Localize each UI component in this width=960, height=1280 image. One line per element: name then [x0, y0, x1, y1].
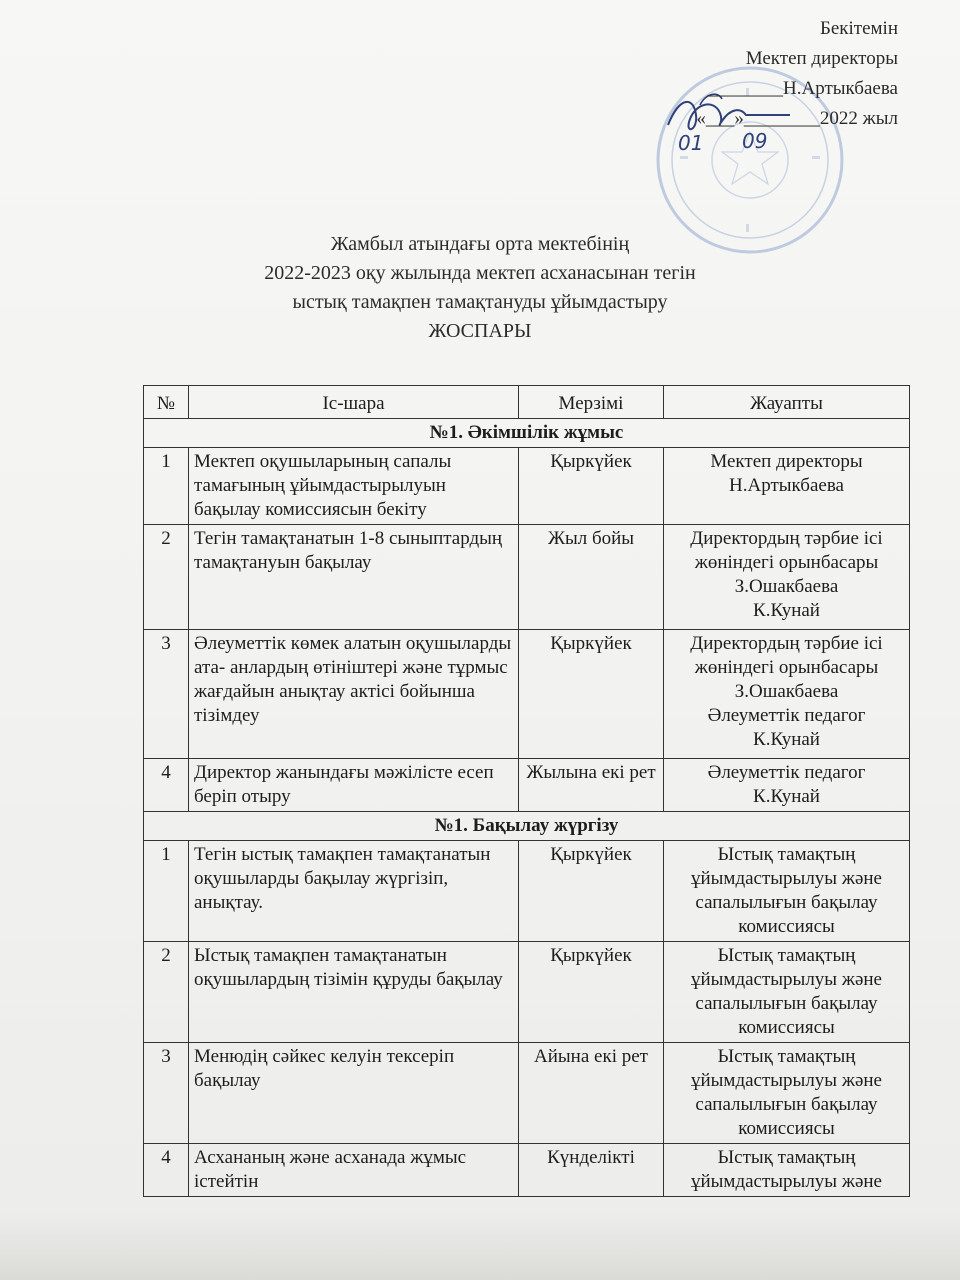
table-row [144, 1144, 910, 1197]
row-term: Қыркүйек [519, 942, 664, 1043]
table-header-row [144, 386, 910, 419]
table-row [144, 759, 910, 812]
row-num: 2 [144, 942, 189, 1043]
row-term: Қыркүйек [519, 630, 664, 759]
title-plan: ЖОСПАРЫ [428, 320, 532, 342]
title-year: 2022-2023 оқу жылында мектеп асханасынан тегін [264, 262, 696, 284]
row-activity: Менюдің сәйкес келуін тексеріп бақылау [189, 1043, 519, 1144]
row-responsible: Ыстық тамақтың ұйымдастырылуы және сапалылығын бақылау комиссиясы [664, 942, 910, 1043]
row-activity: Тегін ыстық тамақпен тамақтанатын оқушыларды бақылау жүргізіп, анықтау. [189, 841, 519, 942]
title-subject: ыстық тамақпен тамақтануды ұйымдастыру [292, 291, 668, 313]
approval-position: Мектеп директоры [745, 48, 898, 69]
row-num: 3 [144, 1043, 189, 1144]
header-activity: Іс-шара [189, 386, 519, 419]
document-title [0, 230, 960, 346]
title-school: Жамбыл атындағы орта мектебінің [330, 233, 630, 255]
row-responsible: Ыстық тамақтың ұйымдастырылуы және [664, 1144, 910, 1197]
responsible-line: Директордың тәрбие ісі жөніндегі орынбасары [690, 528, 883, 573]
handwritten-month: 09 [742, 129, 768, 153]
row-term: Күнделікті [519, 1144, 664, 1197]
row-activity: Директор жанындағы мәжілісте есеп беріп отыру [189, 759, 519, 812]
responsible-line: К.Кунай [753, 786, 820, 807]
row-activity: Тегін тамақтанатын 1-8 сыныптардың тамақтануын бақылау [189, 525, 519, 630]
row-activity: Ыстық тамақпен тамақтанатын оқушылардың тізімін құруды бақылау [189, 942, 519, 1043]
row-term: Қыркүйек [519, 841, 664, 942]
responsible-line: З.Ошакбаева [734, 576, 839, 597]
row-responsible [664, 759, 910, 812]
responsible-line: Мектеп директоры [710, 451, 863, 472]
row-activity: Асхананың және асханада жұмыс істейтін [189, 1144, 519, 1197]
table-row [144, 1043, 910, 1144]
responsible-line: З.Ошакбаева [734, 681, 839, 702]
row-num: 3 [144, 630, 189, 759]
responsible-line: Директордың тәрбие ісі жөніндегі орынбасары [690, 633, 883, 678]
table-row [144, 448, 910, 525]
page-shadow [0, 1215, 960, 1280]
table-row [144, 630, 910, 759]
header-term: Мерзімі [519, 386, 664, 419]
row-num: 4 [144, 759, 189, 812]
handwritten-day: 01 [678, 131, 704, 155]
row-term: Жыл бойы [519, 525, 664, 630]
responsible-line: Н.Артыкбаева [729, 475, 844, 496]
row-responsible [664, 630, 910, 759]
responsible-line: Әлеуметтік педагог [707, 762, 866, 783]
row-responsible: Ыстық тамақтың ұйымдастырылуы және сапалылығын бақылау комиссиясы [664, 841, 910, 942]
row-activity: Әлеуметтік көмек алатын оқушыларды ата- анлардың өтініштері және тұрмыс жағдайын анықтау актісі бойынша тізімдеу [189, 630, 519, 759]
approval-name: ________Н.Артыкбаева [707, 78, 898, 99]
header-responsible: Жауапты [664, 386, 910, 419]
header-num: № [144, 386, 189, 419]
approval-date: «___»________2022 жыл [696, 108, 898, 129]
row-responsible [664, 448, 910, 525]
section-title-control: №1. Бақылау жүргізу [144, 812, 910, 841]
row-term: Қыркүйек [519, 448, 664, 525]
plan-table [143, 385, 910, 1197]
responsible-line: К.Кунай [753, 729, 820, 750]
responsible-line: Әлеуметтік педагог [707, 705, 866, 726]
row-term: Айына екі рет [519, 1043, 664, 1144]
section-title-admin: №1. Әкімшілік жұмыс [144, 419, 910, 448]
row-num: 2 [144, 525, 189, 630]
row-responsible: Ыстық тамақтың ұйымдастырылуы және сапалылығын бақылау комиссиясы [664, 1043, 910, 1144]
approval-heading: Бекітемін [819, 18, 898, 39]
row-num: 1 [144, 841, 189, 942]
responsible-line: К.Кунай [753, 600, 820, 621]
row-num: 1 [144, 448, 189, 525]
section-row [144, 419, 910, 448]
table-row [144, 942, 910, 1043]
table-row [144, 525, 910, 630]
approval-block [568, 14, 898, 134]
row-num: 4 [144, 1144, 189, 1197]
section-row [144, 812, 910, 841]
table-row [144, 841, 910, 942]
row-activity: Мектеп оқушыларының сапалы тамағының ұйымдастырылуын бақылау комиссиясын бекіту [189, 448, 519, 525]
row-term: Жылына екі рет [519, 759, 664, 812]
row-responsible [664, 525, 910, 630]
